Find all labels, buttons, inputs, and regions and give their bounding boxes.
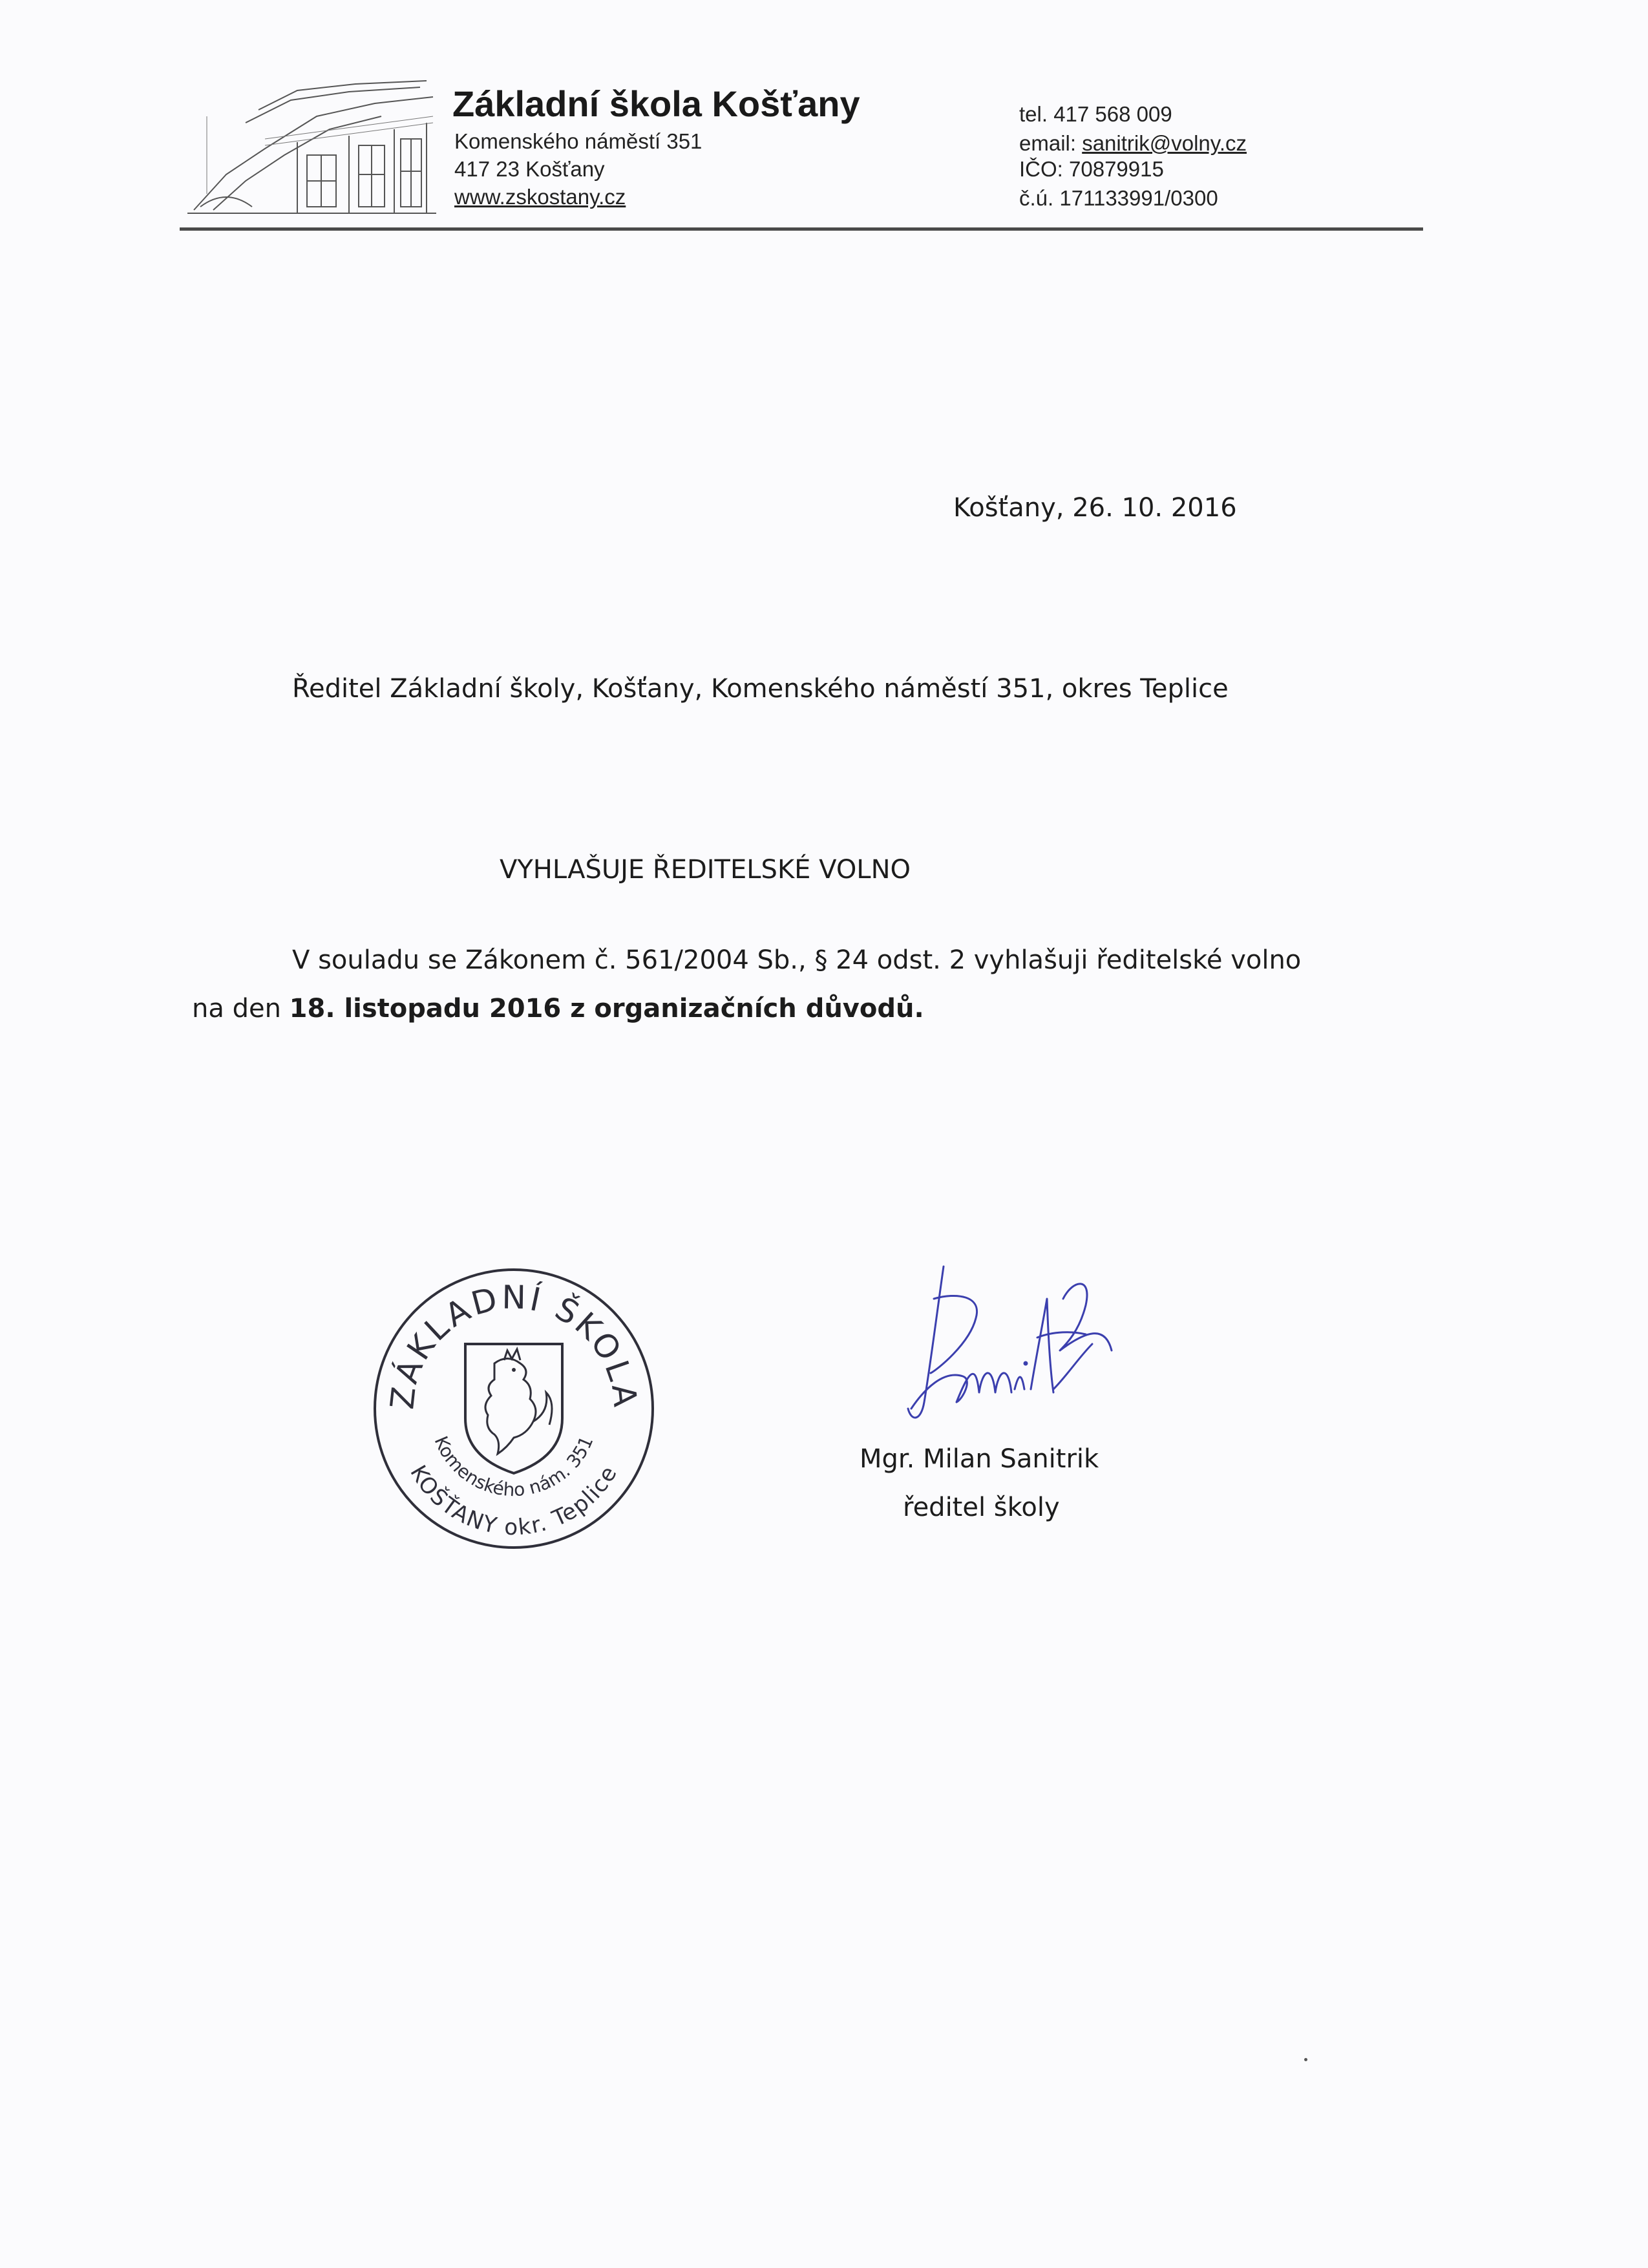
school-name: Základní škola Košťany [452,83,860,124]
stamp-top-text: ZÁKLADNÍ ŠKOLA [383,1278,644,1411]
header-divider [180,227,1423,231]
contact-email [1019,131,1247,156]
signer-role: ředitel školy [903,1493,1060,1522]
school-building-sketch-icon [187,78,439,216]
issuer-line: Ředitel Základní školy, Košťany, Komenského náměstí 351, okres Teplice [292,674,1229,704]
contact-account: č.ú. 171133991/0300 [1019,186,1218,210]
school-stamp [368,1263,659,1554]
signer-name: Mgr. Milan Sanitrik [860,1444,1099,1474]
scan-speck [1304,2058,1307,2061]
address-city: 417 23 Košťany [454,157,605,181]
email-link[interactable]: sanitrik@volny.cz [1082,131,1247,155]
paragraph-line-1: V souladu se Zákonem č. 561/2004 Sb., § 24 odst. 2 vyhlašuji ředitelské volno [292,945,1302,975]
contact-tel: tel. 417 568 009 [1019,102,1172,126]
website-link[interactable]: www.zskostany.cz [454,185,626,209]
email-label: email: [1019,131,1083,155]
place-date: Košťany, 26. 10. 2016 [953,493,1237,523]
letter-heading: VYHLAŠUJE ŘEDITELSKÉ VOLNO [500,855,911,885]
handwritten-signature [898,1260,1131,1434]
paragraph-line-2 [192,994,924,1024]
address-street: Komenského náměstí 351 [454,129,703,153]
czech-lion-coat-of-arms-icon [465,1344,562,1473]
paragraph-line-2-emphasis: 18. listopadu 2016 z organizačních důvodů. [289,994,924,1024]
stamp-bottom-text: Komenského nám. 351 [430,1433,598,1501]
contact-ico: IČO: 70879915 [1019,157,1164,181]
stamp-outer-bottom-text: KOŠŤANY okr. Teplice [405,1460,623,1541]
svg-text:Komenského nám. 351 [430,1433,598,1500]
paragraph-line-2-prefix: na den [192,994,290,1024]
